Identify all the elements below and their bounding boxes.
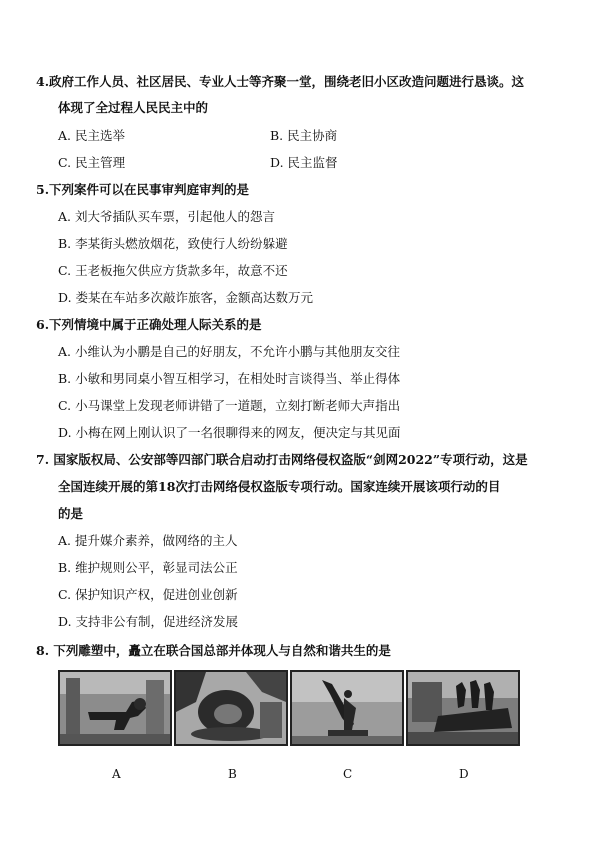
question-5-option-c: C. 王老板拖欠供应方货款多年，故意不还 [58,263,288,278]
sculpture-photo-d [406,670,520,746]
question-6-option-b: B. 小敏和男同桌小智互相学习，在相处时言谈得当、举止得体 [58,371,401,386]
photo-label-d: D [459,767,469,781]
photo-label-c: C [343,767,353,781]
sculpture-photo-b [174,670,288,746]
question-4-option-b: B. 民主协商 [270,128,338,143]
question-6-option-d: D. 小梅在网上刚认识了一名很聊得来的网友，便决定与其见面 [58,425,401,440]
question-5-option-a: A. 刘大爷插队买车票，引起他人的怨言 [58,209,275,224]
question-4-option-c: C. 民主管理 [58,155,126,170]
question-7-option-d: D. 支持非公有制，促进经济发展 [58,614,239,629]
question-4-line-1: 4.政府工作人员、社区居民、专业人士等齐聚一堂，围绕老旧小区改造问题进行恳谈。这 [36,74,525,89]
question-7-option-c: C. 保护知识产权，促进创业创新 [58,587,238,602]
question-5-option-b: B. 李某街头燃放烟花，致使行人纷纷躲避 [58,236,288,251]
sculpture-photo-a [58,670,172,746]
question-7-option-a: A. 提升媒介素养，做网络的主人 [58,533,238,548]
question-8-line-1: 8. 下列雕塑中，矗立在联合国总部并体现人与自然和谐共生的是 [36,643,391,658]
sculpture-photo-c [290,670,404,746]
question-5-line-1: 5.下列案件可以在民事审判庭审判的是 [36,182,250,197]
question-6-option-a: A. 小维认为小鹏是自己的好朋友，不允许小鹏与其他朋友交往 [58,344,400,359]
question-4-line-2: 体现了全过程人民民主中的 [58,100,209,115]
photo-label-a: A [112,767,121,781]
question-6-option-c: C. 小马课堂上发现老师讲错了一道题，立刻打断老师大声指出 [58,398,401,413]
question-4-option-a: A. 民主选举 [58,128,125,143]
question-5-option-d: D. 娄某在车站多次敲诈旅客，金额高达数万元 [58,290,314,305]
photo-label-b: B [228,767,237,781]
question-4-option-d: D. 民主监督 [270,155,338,170]
question-7-line-1: 7. 国家版权局、公安部等四部门联合启动打击网络侵权盗版“剑网2022”专项行动，这是 [36,452,528,467]
question-7-line-3: 的是 [58,506,84,521]
question-6-line-1: 6.下列情境中属于正确处理人际关系的是 [36,317,262,332]
question-7-option-b: B. 维护规则公平，彰显司法公正 [58,560,238,575]
question-7-line-2: 全国连续开展的第18次打击网络侵权盗版专项行动。国家连续开展该项行动的目 [58,479,501,494]
